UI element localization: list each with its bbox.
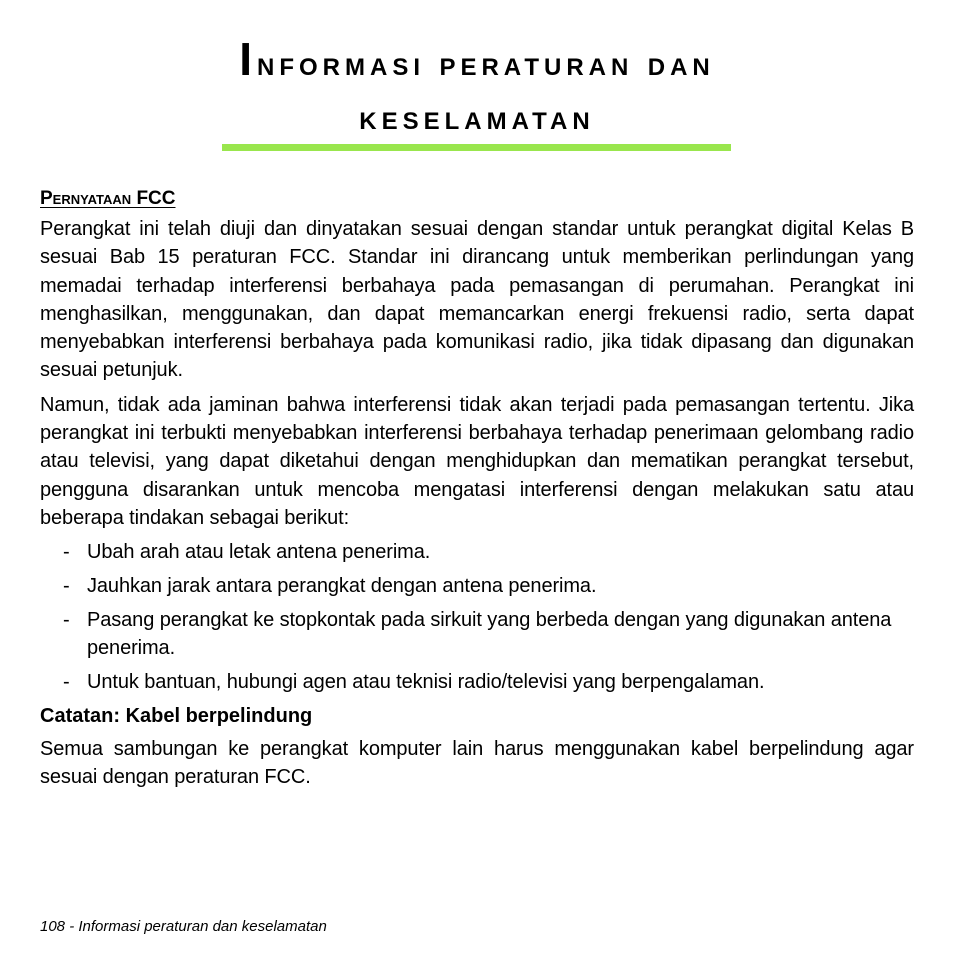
list-item [40,668,914,696]
page-title-line1: nformasi peraturan dan [257,45,715,83]
paragraph-fcc-statement: Perangkat ini telah diuji dan dinyatakan sesuai dengan standar untuk perangkat digital Kelas B sesuai Bab 15 peraturan FCC. Standar ini dirancang untuk memberikan perlindungan yang memadai terhadap interferensi berbahaya pada pemasangan di perumahan. Perangkat ini menghasilkan, menggunakan, dan dapat memancarkan energi frekuensi radio, serta dapat menyebabkan interferensi berbahaya pada komunikasi radio, jika tidak dipasang dan digunakan sesuai petunjuk. [40,218,914,382]
list-item [40,606,914,663]
list-dash: - [63,541,70,564]
section-heading-fcc: Pernyataan FCC [40,188,176,209]
list-item-text: Ubah arah atau letak antena penerima. [87,541,431,564]
main-content [40,185,914,797]
list-dash: - [63,608,70,631]
list-item [40,538,914,566]
list-dash: - [63,670,70,693]
page-footer: 108 - Informasi peraturan dan keselamatan [40,918,327,935]
list-item [40,572,914,600]
page-title-initial: I [239,33,257,85]
note-heading: Catatan: Kabel berpelindung [40,704,313,727]
measures-list [40,538,914,696]
list-item-text: Jauhkan jarak antara perangkat dengan antena penerima. [87,575,597,598]
page-title [0,32,954,145]
page-title-line2: keselamatan [359,99,595,137]
paragraph-fcc-guarantee: Namun, tidak ada jaminan bahwa interferensi tidak akan terjadi pada pemasangan tertentu. Jika perangkat ini terbukti menyebabkan interferensi berbahaya terhadap penerimaan gelombang radio atau televisi, yang dapat diketahui dengan menghidupkan dan mematikan perangkat tersebut, pengguna disarankan untuk mencoba mengatasi interferensi dengan melakukan satu atau beberapa tindakan sebagai berikut: [40,393,914,529]
list-dash: - [63,575,70,598]
list-item-text: Pasang perangkat ke stopkontak pada sirkuit yang berbeda dengan yang digunakan antena penerima. [87,608,892,660]
title-underline-rule [222,144,731,151]
note-text: Semua sambungan ke perangkat komputer lain harus menggunakan kabel berpelindung agar sesuai dengan peraturan FCC. [40,737,914,789]
list-item-text: Untuk bantuan, hubungi agen atau teknisi radio/televisi yang berpengalaman. [87,670,765,693]
